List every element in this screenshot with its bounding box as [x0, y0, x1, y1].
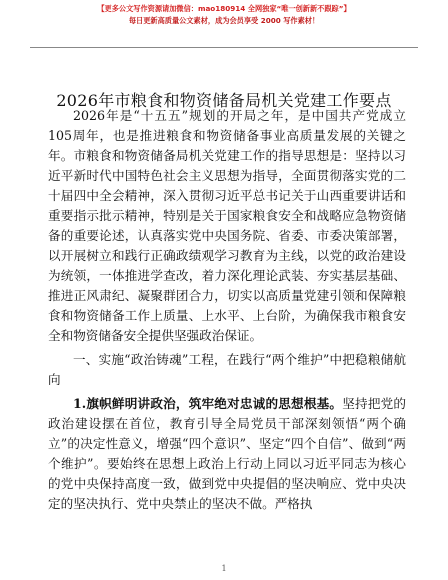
section-1-heading: 一、实施“政治铸魂”工程，在践行“两个维护”中把稳粮储航向 [48, 352, 406, 387]
item-1-lead: 1.旗帜鲜明讲政治，筑牢绝对忠诚的思想根基。 [73, 396, 343, 411]
promo-line-1[interactable]: 【更多公文写作资源请加微信：mao180914 全网独家“唯一创新新不跟踪”】 [97, 4, 351, 13]
header-divider [30, 47, 418, 48]
page-number: 1 [221, 564, 227, 573]
promo-banner[interactable] [0, 3, 448, 27]
document-body [48, 106, 406, 514]
promo-line-2[interactable]: 每日更新高质量公文素材，成为会员享受 2000 写作素材！ [128, 16, 320, 25]
document-title: 2026年市粮食和物资储备局机关党建工作要点 [56, 91, 392, 110]
intro-paragraph: 2026年是“十五五”规划的开局之年，是中国共产党成立105周年，也是推进粮食和物资储备事业高质量发展的关键之年。市粮食和物资储备局机关党建工作的指导思想是：坚持以习近平新时代中国特色社会主义思想为指导，全面贯彻落实党的二十届四中全会精神，深入贯彻习近平总书记关于山西重要讲话和重要指示批示精神，特别是关于国家粮食安全和战略应急物资储备的重要论述，认真落实党中央国务院、省委、市委决策部署，以开展树立和践行正确政绩观学习教育为主线，以党的政治建设为统领，一体推进学查改，着力深化理论武装、夯实基层基础、推进正风肃纪、凝聚群团合力，切实以高质量党建引领和保障粮食和物资储备工作上质量、上水平、上台阶，为确保我市粮食安全和物资储备安全提供坚强政治保证。 [48, 108, 406, 343]
item-1-body: 坚持把党的政治建设摆在首位，教育引导全局党员干部深刻领悟“两个确立”的决定性意义，增强“四个意识”、坚定“四个自信”、做到“两个维护”。要始终在思想上政治上行动上同以习近平同志为核心的党中央保持高度一致，做到党中央提倡的坚决响应、党中央决定的坚决执行、党中央禁止的坚决不做。严格执 [48, 396, 407, 511]
item-1-paragraph [48, 394, 406, 514]
